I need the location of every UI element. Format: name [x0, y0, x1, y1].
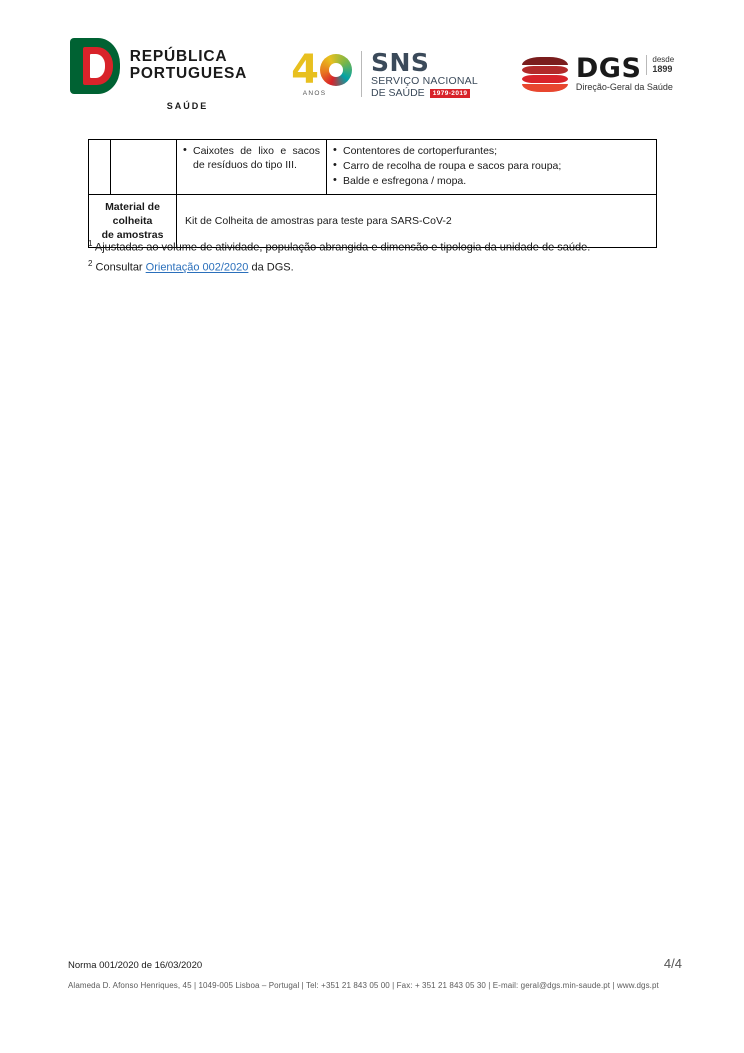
dgs-logo [522, 55, 674, 93]
republica-portuguesa-logo [70, 38, 247, 111]
footnote-1-marker: 1 [88, 239, 93, 248]
dgs-since-block [646, 55, 674, 75]
material-colheita-line1: Material de colheita [105, 200, 160, 227]
list-item: • Contentores de cortoperfurantes; [333, 144, 650, 158]
document-header [0, 32, 744, 116]
dgs-subtitle: Direção-Geral da Saúde [575, 82, 673, 93]
footnotes [88, 238, 656, 278]
footer-norma: Norma 001/2020 de 16/03/2020 [68, 960, 203, 971]
dgs-since-year: 1899 [652, 64, 673, 75]
footnote-1 [88, 238, 656, 256]
page-number: 4/4 [663, 956, 682, 971]
table-cell-equipamentos [327, 140, 657, 195]
republica-sub: SAÚDE [166, 100, 209, 111]
sns-logo [291, 49, 478, 100]
list-item: • Carro de recolha de roupa e sacos para roupa; [333, 159, 650, 173]
footnote-1-text: Ajustadas ao volume de atividade, população abrangida e dimensão e tipologia da unidade de saúde. [94, 241, 591, 254]
sns-40-anos-icon [291, 47, 352, 97]
dgs-wordmark: DGS [575, 53, 642, 85]
footnote-2-text-after: da DGS. [248, 261, 294, 274]
sns-divider [361, 51, 362, 97]
equipment-table [88, 139, 657, 248]
list-item: • Caixotes de lixo e sacos de resíduos do tipo III. [183, 144, 320, 172]
equipment-table-wrapper [88, 139, 656, 248]
sns-line2: SERVIÇO NACIONAL [371, 75, 478, 88]
republica-line1: REPÚBLICA [129, 47, 228, 65]
dgs-mark-icon [522, 55, 568, 93]
republica-line2: PORTUGUESA [129, 64, 248, 82]
sns-anos-label: ANOS [302, 90, 327, 97]
sns-zero-ring-icon [320, 54, 352, 86]
table-cell-material-colheita-value: Kit de Colheita de amostras para teste para SARS-CoV-2 [177, 194, 657, 248]
orientacao-link[interactable]: Orientação 002/2020 [145, 261, 249, 274]
table-row [89, 140, 657, 195]
sns-wordmark: SNS [371, 47, 430, 77]
footnote-2-marker: 2 [88, 259, 93, 269]
table-cell-empty-b [111, 140, 177, 195]
sns-years-badge: 1979-2019 [430, 89, 471, 98]
sns-line3: DE SAÚDE [371, 86, 425, 99]
portugal-shield-icon [70, 38, 120, 94]
footnote-2-text-before: Consultar [95, 261, 146, 274]
list-item: • Balde e esfregona / mopa. [333, 174, 650, 188]
material-colheita-line2: de amostras [101, 228, 164, 241]
table-cell-empty-a [89, 140, 111, 195]
footnote-2 [88, 258, 656, 276]
table-cell-residuos [177, 140, 327, 195]
dgs-since-label: desde [652, 55, 675, 65]
sns-number: 4 [291, 47, 319, 93]
footer-address: Alameda D. Afonso Henriques, 45 | 1049-005 Lisboa – Portugal | Tel: +351 21 843 05 00 | Fax: + 351 21 843 05 30 | E-mail: geral@dgs.min-saude.pt | www.dgs.pt [68, 981, 659, 990]
